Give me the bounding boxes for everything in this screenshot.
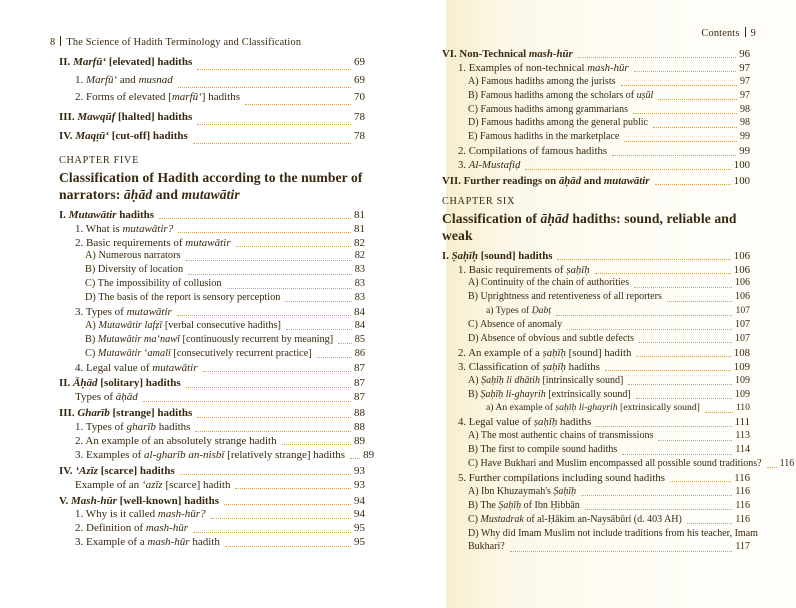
toc-entry: [59, 407, 365, 421]
toc-entry-page: 97: [740, 89, 750, 101]
dotted-leader: [595, 273, 731, 274]
toc-entry-label: 1. Examples of non-technical mash-hūr: [458, 61, 629, 74]
toc-entry: [59, 391, 365, 405]
toc-entry-label: Bukhari?: [468, 541, 505, 553]
dotted-leader: [224, 504, 351, 505]
toc-entry: [442, 375, 750, 389]
toc-entry: [59, 111, 365, 129]
toc-entry-label: 5. Further compilations including sound hadiths: [458, 471, 665, 484]
dotted-leader: [687, 523, 733, 524]
dotted-leader: [705, 412, 733, 413]
toc-entry-label: C) Mutawātir ‘amalī [consecutively recurrent practice]: [85, 347, 312, 359]
toc-entry-page: 106: [733, 249, 750, 262]
toc-entry: [442, 444, 750, 458]
toc-entry: [442, 402, 750, 416]
toc-entry-page: 106: [735, 277, 750, 289]
toc-entry-label: 3. Types of mutawātir: [75, 305, 172, 318]
toc-entry: [59, 56, 365, 74]
toc-entry-label: C) The impossibility of collusion: [85, 278, 222, 290]
dotted-leader: [628, 384, 732, 385]
toc-entry: [59, 522, 365, 536]
toc-entry-page: 94: [354, 508, 365, 521]
toc-entry-page: 94: [354, 494, 365, 507]
toc-entry-label: C) Absence of anomaly: [468, 319, 563, 331]
toc-entry-label: B) The Ṣaḥīḥ of Ibn Ḥibbān: [468, 499, 580, 511]
toc-entry: [442, 291, 750, 305]
toc-entry-label: A) Ṣaḥīḥ li dhātih [intrinsically sound]: [468, 374, 624, 386]
dotted-leader: [188, 274, 352, 275]
toc-entry-page: 99: [740, 131, 750, 143]
toc-entry: [59, 130, 365, 148]
dotted-leader: [556, 315, 732, 316]
toc-entry-page: 97: [740, 75, 750, 87]
toc-entry-label: III. Mawqūf [halted] hadiths: [59, 110, 193, 123]
right-header-title: Contents: [701, 28, 740, 39]
toc-entry-label: 2. Compilations of famous hadiths: [458, 145, 608, 158]
toc-entry-label: B) Diversity of location: [85, 264, 184, 276]
toc-entry: [442, 527, 758, 542]
toc-entry-label: II. Marfū‘ [elevated] hadiths: [59, 56, 193, 68]
toc-entry-page: 100: [733, 159, 750, 172]
toc-entry: [59, 91, 365, 109]
toc-entry-page: 82: [354, 250, 365, 262]
dotted-leader: [193, 143, 351, 144]
toc-entry-page: 116: [735, 499, 750, 511]
toc-entry-label: 3. Classification of ṣaḥīḥ hadiths: [458, 360, 600, 373]
toc-entry-page: 93: [354, 464, 365, 477]
header-divider-bar: [745, 27, 746, 37]
toc-entry-label: 1. Marfū‘ and musnad: [75, 73, 173, 86]
toc-entry: [59, 223, 365, 237]
toc-entry-label: 3. Al-Mustafiḍ: [458, 159, 521, 172]
toc-entry-label: B) Famous hadiths among the scholars of uṣūl: [468, 89, 654, 101]
toc-entry-page: 70: [354, 91, 365, 104]
toc-entry-page: 95: [354, 522, 365, 535]
dotted-leader: [622, 454, 732, 455]
toc-entry: [59, 421, 365, 435]
chapter-kicker: CHAPTER FIVE: [59, 154, 140, 166]
dotted-leader: [178, 232, 351, 233]
toc-entry-page: 88: [354, 407, 365, 420]
toc-entry-label: D) Absence of obvious and subtle defects: [468, 333, 635, 345]
dotted-leader: [195, 431, 351, 432]
dotted-leader: [245, 104, 351, 105]
toc-entry: [59, 278, 365, 292]
toc-entry: [442, 472, 750, 486]
toc-entry: [442, 500, 750, 514]
toc-entry-label: B) Mutawātir ma‘nawī [continuously recurrent by meaning]: [85, 333, 334, 345]
toc-entry-label: 4. Legal value of ṣaḥīḥ hadiths: [458, 416, 592, 429]
right-page-list: [442, 46, 795, 555]
toc-entry: [59, 465, 365, 479]
dotted-leader: [634, 71, 737, 72]
toc-entry: [442, 104, 750, 118]
dotted-leader: [193, 532, 351, 533]
toc-entry: [442, 175, 750, 189]
dotted-leader: [655, 184, 731, 185]
toc-entry-label: 2. Forms of elevated [marfū‘] hadiths: [75, 91, 240, 104]
dotted-leader: [350, 458, 360, 459]
dotted-leader: [667, 301, 732, 302]
toc-entry: [59, 495, 365, 509]
dotted-leader: [197, 69, 351, 70]
toc-entry-label: VI. Non-Technical mash-hūr: [442, 48, 573, 60]
toc-entry-page: 83: [354, 264, 365, 276]
toc-entry-page: 82: [354, 236, 365, 249]
toc-entry-page: 107: [735, 333, 750, 345]
toc-entry-label: A) The most authentic chains of transmissions: [468, 430, 654, 442]
toc-entry-label: Types of āḥād: [75, 391, 138, 404]
dotted-leader: [236, 246, 351, 247]
toc-entry-page: 87: [354, 377, 365, 390]
left-page-list: [59, 54, 375, 550]
toc-entry: [442, 416, 750, 430]
toc-entry: [59, 250, 365, 264]
toc-entry: [442, 48, 750, 62]
toc-entry-page: 98: [740, 117, 750, 129]
toc-entry: [59, 479, 365, 493]
toc-entry-page: 110: [735, 402, 750, 414]
dotted-leader: [621, 85, 738, 86]
dotted-leader: [612, 155, 736, 156]
toc-entry-page: 78: [354, 130, 365, 143]
toc-entry-label: A) Ibn Khuzaymah's Ṣaḥīḥ: [468, 485, 577, 497]
toc-entry-page: 81: [354, 208, 365, 221]
toc-entry-label: 1. Types of gharīb hadiths: [75, 421, 191, 434]
left-page-number: 8: [50, 37, 56, 48]
right-page-number: 9: [750, 28, 756, 39]
toc-entry: [59, 264, 365, 278]
toc-entry: [442, 347, 750, 361]
chapter-heading: [442, 196, 750, 245]
toc-entry-page: 116: [735, 485, 750, 497]
toc-entry: [442, 159, 750, 173]
dotted-leader: [178, 87, 351, 88]
toc-entry-page: 113: [735, 430, 750, 442]
toc-entry: [442, 514, 750, 528]
toc-entry-label: 1. What is mutawātir?: [75, 222, 174, 235]
toc-entry-label: 2. Basic requirements of mutawātir: [75, 236, 231, 249]
toc-entry-page: 88: [354, 421, 365, 434]
toc-entry: [59, 306, 365, 320]
dotted-leader: [636, 398, 732, 399]
dotted-leader: [282, 444, 351, 445]
toc-entry-label: 4. Legal value of mutawātir: [75, 361, 198, 374]
dotted-leader: [186, 260, 352, 261]
dotted-leader: [767, 467, 777, 468]
dotted-leader: [186, 387, 351, 388]
dotted-leader: [159, 218, 351, 219]
toc-entry: [59, 74, 365, 92]
dotted-leader: [567, 329, 732, 330]
toc-entry-label: C) Famous hadiths among grammarians: [468, 103, 628, 115]
toc-entry-page: 98: [740, 103, 750, 115]
toc-entry-page: 83: [354, 278, 365, 290]
toc-entry-page: 84: [354, 305, 365, 318]
toc-entry: [59, 209, 365, 223]
toc-entry-label: D) The basis of the report is sensory perception: [85, 292, 281, 304]
toc-entry-page: 109: [735, 388, 750, 400]
dotted-leader: [180, 474, 351, 475]
dotted-leader: [177, 315, 351, 316]
dotted-leader: [225, 546, 351, 547]
toc-entry-label: B) Uprightness and retentiveness of all reporters: [468, 291, 662, 303]
toc-entry: [442, 264, 750, 278]
toc-entry-page: 111: [734, 416, 750, 429]
toc-entry-page: 116: [735, 513, 750, 525]
dotted-leader: [624, 141, 737, 142]
toc-entry: [442, 305, 750, 319]
dotted-leader: [197, 417, 351, 418]
dotted-leader: [634, 287, 732, 288]
toc-entry-page: 87: [354, 361, 365, 374]
toc-entry: [59, 435, 365, 449]
toc-entry-label: 2. An example of a ṣaḥīḥ [sound] hadith: [458, 346, 632, 359]
toc-entry: [442, 430, 750, 444]
toc-entry-page: 69: [354, 56, 365, 68]
toc-entry-label: VII. Further readings on āḥād and mutawātir: [442, 175, 650, 188]
toc-entry: [442, 541, 750, 555]
toc-entry: [59, 320, 365, 334]
dotted-leader: [639, 342, 732, 343]
dotted-leader: [596, 426, 731, 427]
toc-entry-label: II. Āḥād [solitary] hadiths: [59, 377, 181, 390]
toc-entry-label: 2. An example of an absolutely strange hadith: [75, 435, 277, 447]
toc-entry-label: 2. Definition of mash-hūr: [75, 522, 189, 535]
toc-entry-label: IV. Maqṭū‘ [cut-off] hadiths: [59, 130, 188, 143]
dotted-leader: [203, 371, 351, 372]
toc-entry-label: a) Types of Ḍabṭ: [486, 305, 552, 317]
toc-entry-page: 89: [354, 435, 365, 447]
dotted-leader: [585, 509, 733, 510]
toc-entry-page: 107: [735, 305, 750, 317]
toc-entry-label: I. Ṣaḥīḥ [sound] hadiths: [442, 249, 553, 262]
dotted-leader: [658, 440, 732, 441]
toc-entry: [442, 333, 750, 347]
toc-entry-label: 1. Why is it called mash-hūr?: [75, 508, 206, 521]
toc-entry-page: 108: [733, 346, 750, 359]
toc-entry-label: B) The first to compile sound hadiths: [468, 444, 618, 456]
toc-entry-page: 78: [354, 110, 365, 123]
dotted-leader: [338, 343, 351, 344]
dotted-leader: [286, 329, 352, 330]
toc-entry-page: 116: [779, 458, 795, 470]
toc-entry-page: 87: [354, 391, 365, 404]
toc-entry: [59, 348, 365, 362]
toc-entry: [59, 536, 365, 550]
dotted-leader: [578, 57, 737, 58]
toc-entry: [442, 76, 750, 90]
dotted-leader: [197, 124, 351, 125]
toc-entry-page: 97: [739, 61, 750, 74]
dotted-leader: [510, 551, 733, 552]
left-running-header: [50, 36, 301, 48]
toc-entry-label: Example of an ‘azīz [scarce] hadith: [75, 478, 231, 491]
dotted-leader: [633, 113, 737, 114]
toc-entry: [442, 90, 750, 104]
toc-entry: [442, 458, 795, 472]
toc-entry-label: IV. ‘Azīz [scarce] hadiths: [59, 464, 175, 477]
toc-entry-label: C) Mustadrak of al-Ḥākim an-Naysābūri (d. 403 AH): [468, 513, 682, 525]
dotted-leader: [235, 488, 351, 489]
toc-entry-label: a) An example of ṣaḥīḥ li-ghayrih [extrinsically sound]: [486, 402, 700, 414]
toc-entry-page: 81: [354, 222, 365, 235]
toc-entry: [442, 62, 750, 76]
toc-entry-page: 107: [735, 319, 750, 331]
toc-entry-page: 83: [354, 292, 365, 304]
toc-entry: [59, 508, 365, 522]
toc-entry-label: 3. Examples of al-gharīb an-nisbī [relatively strange] hadiths: [75, 448, 346, 461]
toc-entry-label: III. Gharīb [strange] hadiths: [59, 407, 193, 420]
toc-entry-page: 100: [733, 175, 750, 188]
toc-entry-page: 117: [735, 541, 750, 553]
toc-entry-label: A) Numerous narrators: [85, 250, 181, 262]
toc-entry: [59, 362, 365, 376]
toc-entry-page: 95: [354, 536, 365, 549]
toc-entry-label: E) Famous hadiths in the marketplace: [468, 131, 620, 143]
toc-entry: [59, 237, 365, 251]
chapter-heading: [59, 155, 365, 204]
toc-entry-page: 106: [735, 291, 750, 303]
toc-entry: [442, 117, 750, 131]
dotted-leader: [317, 357, 352, 358]
toc-entry-page: 114: [735, 444, 750, 456]
dotted-leader: [143, 401, 351, 402]
toc-entry-page: 69: [354, 73, 365, 86]
dotted-leader: [658, 99, 737, 100]
book-spine-gutter: [366, 0, 450, 608]
toc-entry-page: 84: [354, 319, 365, 331]
toc-entry-page: 85: [354, 333, 365, 345]
toc-entry-page: 86: [354, 347, 365, 359]
toc-entry-page: 99: [739, 145, 750, 158]
toc-entry-label: V. Mash-hūr [well-known] hadiths: [59, 494, 219, 507]
toc-entry-label: 1. Basic requirements of ṣaḥīḥ: [458, 263, 590, 276]
toc-entry: [442, 389, 750, 403]
header-divider-bar: [60, 36, 61, 46]
dotted-leader: [605, 370, 731, 371]
dotted-leader: [636, 356, 730, 357]
toc-entry-label: 3. Example of a mash-hūr hadith: [75, 536, 220, 549]
toc-entry-page: 109: [735, 374, 750, 386]
toc-entry-page: 93: [354, 478, 365, 491]
dotted-leader: [227, 288, 352, 289]
toc-entry: [442, 361, 750, 375]
toc-entry-page: 96: [739, 48, 750, 60]
toc-entry-label: B) Ṣaḥīḥ li-ghayrih [extrinsically sound]: [468, 388, 631, 400]
toc-entry-label: D) Famous hadiths among the general public: [468, 117, 648, 129]
toc-entry-label: A) Mutawātir lafẓī [verbal consecutive hadiths]: [85, 319, 281, 331]
toc-entry-page: 106: [733, 263, 750, 276]
dotted-leader: [670, 481, 731, 482]
toc-entry-label: A) Famous hadiths among the jurists: [468, 75, 616, 87]
toc-entry-label: I. Mutawātir hadiths: [59, 208, 155, 221]
toc-entry-label: C) Have Bukhari and Muslim encompassed all possible sound traditions?: [468, 458, 762, 470]
chapter-title: Classification of Hadith according to the number of narrators: āḥād and mutawātir: [59, 169, 363, 203]
dotted-leader: [581, 495, 732, 496]
dotted-leader: [557, 259, 730, 260]
toc-entry: [442, 486, 750, 500]
toc-entry: [59, 377, 365, 391]
toc-entry-page: 89: [363, 448, 375, 461]
toc-entry: [59, 334, 365, 348]
dotted-leader: [653, 127, 737, 128]
toc-entry: [442, 145, 750, 159]
toc-entry: [442, 131, 750, 145]
toc-entry-page: 109: [733, 360, 750, 373]
toc-entry: [442, 250, 750, 264]
dotted-leader: [285, 301, 351, 302]
dotted-leader: [211, 518, 351, 519]
dotted-leader: [525, 169, 730, 170]
toc-entry-page: 116: [734, 471, 750, 484]
chapter-kicker: CHAPTER SIX: [442, 195, 516, 207]
toc-entry: [59, 292, 365, 306]
toc-entry: [442, 319, 750, 333]
right-running-header: [701, 27, 756, 39]
toc-entry: [442, 277, 750, 291]
chapter-title: Classification of āḥād hadiths: sound, reliable and weak: [442, 210, 737, 244]
toc-entry: [59, 448, 375, 463]
toc-entry-label: D) Why did Imam Muslim not include traditions from his teacher, Imam: [468, 527, 758, 539]
left-header-title: The Science of Hadith Terminology and Classification: [66, 37, 302, 48]
toc-entry-label: A) Continuity of the chain of authorities: [468, 277, 630, 289]
